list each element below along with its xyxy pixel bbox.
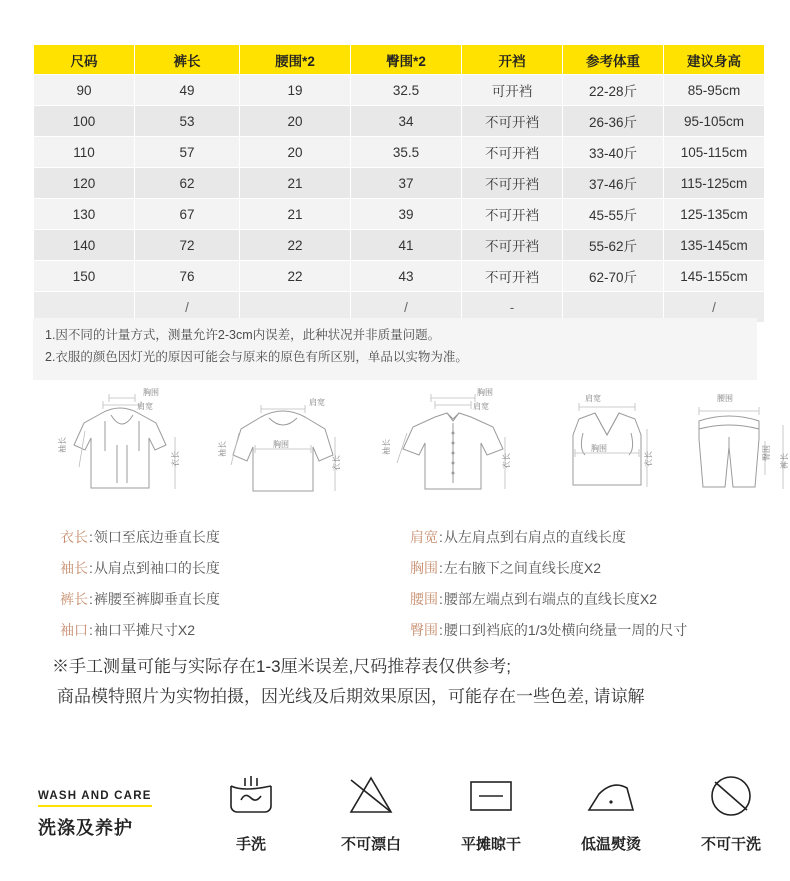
definition-item — [410, 615, 760, 646]
definition-term: 袖长 — [60, 560, 88, 576]
definition-desc: 袖口平摊尺寸X2 — [93, 622, 196, 638]
size-table-body — [34, 75, 765, 323]
label-waist: 腰围 — [717, 394, 733, 403]
definition-separator: : — [439, 529, 443, 545]
table-row — [34, 261, 765, 292]
cell-crotch: 不可开裆 — [462, 106, 563, 137]
cell-height: 145-155cm — [664, 261, 765, 292]
column-header-pant-length: 裤长 — [135, 45, 240, 75]
table-row — [34, 230, 765, 261]
label-pant-length: 裤长 — [780, 453, 789, 469]
cell-weight: 22-28斤 — [563, 75, 664, 106]
cell-weight: 45-55斤 — [563, 199, 664, 230]
cell-hip: 41 — [351, 230, 462, 261]
care-title-en: WASH AND CARE — [38, 790, 152, 807]
definition-row — [60, 553, 760, 584]
label-length: 衣长 — [332, 455, 341, 471]
definition-item — [60, 584, 410, 615]
definition-item — [60, 615, 410, 646]
column-header-size: 尺码 — [34, 45, 135, 75]
cell-waist: 21 — [240, 168, 351, 199]
label-shoulder: 肩宽 — [473, 402, 489, 411]
column-header-crotch: 开裆 — [462, 45, 563, 75]
care-item-label: 不可干洗 — [700, 836, 761, 853]
column-header-waist: 腰围*2 — [240, 45, 351, 75]
disclaimer-line-1: ※手工测量可能与实际存在1-3厘米误差,尺码推荐表仅供参考; — [52, 657, 512, 676]
cell-size: 100 — [34, 106, 135, 137]
cell-crotch: 不可开裆 — [462, 230, 563, 261]
cell-weight: 37-46斤 — [563, 168, 664, 199]
definition-separator: : — [89, 529, 93, 545]
label-chest: 胸围 — [591, 444, 607, 453]
label-chest: 胸围 — [477, 388, 493, 397]
cell-pant-length: 72 — [135, 230, 240, 261]
disclaimer-block — [52, 652, 772, 712]
label-length: 衣长 — [502, 453, 511, 469]
definition-desc: 左右腋下之间直线长度X2 — [443, 560, 602, 576]
label-sleeve: 袖长 — [382, 439, 391, 455]
definition-desc: 腰部左端点到右端点的直线长度X2 — [443, 591, 658, 607]
label-shoulder: 肩宽 — [137, 402, 153, 411]
definition-term: 腰围 — [410, 591, 438, 607]
cell-waist: 20 — [240, 106, 351, 137]
cell-weight: 55-62斤 — [563, 230, 664, 261]
definition-separator: : — [439, 591, 443, 607]
definition-separator: : — [89, 560, 93, 576]
cell-hip: 43 — [351, 261, 462, 292]
cell-height: 135-145cm — [664, 230, 765, 261]
care-item-label: 平摊晾干 — [460, 836, 521, 853]
label-chest: 胸围 — [143, 388, 159, 397]
note-line-2: 2.衣服的颜色因灯光的原因可能会与原来的原色有所区别，单品以实物为准。 — [45, 350, 468, 364]
care-title-cn: 洗涤及养护 — [38, 818, 133, 838]
definition-desc: 领口至底边垂直长度 — [93, 529, 220, 545]
label-length: 衣长 — [171, 451, 180, 467]
definition-desc: 腰口到裆底的1/3处横向绕量一周的尺寸 — [443, 622, 688, 638]
cell-height: 105-115cm — [664, 137, 765, 168]
definition-term: 胸围 — [410, 560, 438, 576]
cell-crotch: 不可开裆 — [462, 261, 563, 292]
definition-term: 臀围 — [410, 622, 438, 638]
definition-separator: : — [439, 560, 443, 576]
pants-diagram-icon — [673, 385, 790, 510]
cell-weight: 26-36斤 — [563, 106, 664, 137]
table-row — [34, 199, 765, 230]
definition-term: 衣长 — [60, 529, 88, 545]
cell-height: / — [664, 292, 765, 323]
column-header-height: 建议身高 — [664, 45, 765, 75]
care-title — [38, 786, 168, 840]
garment-diagrams — [33, 385, 789, 510]
definition-row — [60, 522, 760, 553]
definition-desc: 从左肩点到右肩点的直线长度 — [443, 529, 626, 545]
cell-size: 140 — [34, 230, 135, 261]
care-item-hand-wash — [196, 770, 306, 854]
definition-item — [60, 522, 410, 553]
cell-pant-length: 57 — [135, 137, 240, 168]
label-shoulder: 肩宽 — [585, 394, 601, 403]
size-table-container — [33, 44, 757, 323]
column-header-hip: 臀围*2 — [351, 45, 462, 75]
cell-pant-length: 49 — [135, 75, 240, 106]
low-iron-icon — [583, 770, 639, 822]
hand-wash-icon — [223, 770, 279, 822]
size-table-header — [34, 45, 765, 75]
cell-hip: 39 — [351, 199, 462, 230]
cell-weight: 33-40斤 — [563, 137, 664, 168]
cell-hip: / — [351, 292, 462, 323]
cell-crotch: - — [462, 292, 563, 323]
cell-hip: 35.5 — [351, 137, 462, 168]
care-item-no-dry-clean — [676, 770, 786, 854]
disclaimer-line-2: 商品模特照片为实物拍摄，因光线及后期效果原因，可能存在一些色差, 请谅解 — [57, 687, 645, 706]
cell-waist: 22 — [240, 230, 351, 261]
no-bleach-icon — [343, 770, 399, 822]
cell-height: 115-125cm — [664, 168, 765, 199]
hoodie-diagram-icon — [47, 385, 197, 510]
definition-term: 裤长 — [60, 591, 88, 607]
cell-pant-length: 62 — [135, 168, 240, 199]
cell-crotch: 可开裆 — [462, 75, 563, 106]
care-item-label: 手洗 — [235, 836, 266, 853]
sweater-diagram-icon — [203, 385, 363, 510]
cell-crotch: 不可开裆 — [462, 199, 563, 230]
definition-term: 肩宽 — [410, 529, 438, 545]
note-line-1: 1.因不同的计量方式，测量允许2-3cm内误差，此种状况并非质量问题。 — [45, 328, 441, 342]
definition-term: 袖口 — [60, 622, 88, 638]
definition-item — [60, 553, 410, 584]
cell-pant-length: 76 — [135, 261, 240, 292]
cell-waist: 20 — [240, 137, 351, 168]
wash-and-care-section — [38, 770, 761, 860]
care-item-label: 不可漂白 — [340, 836, 401, 853]
definition-item — [410, 584, 760, 615]
care-item-label: 低温熨烫 — [580, 836, 641, 853]
definition-desc: 从肩点到袖口的长度 — [93, 560, 220, 576]
label-chest: 胸围 — [273, 440, 289, 449]
cell-hip: 37 — [351, 168, 462, 199]
cell-weight: 62-70斤 — [563, 261, 664, 292]
size-table — [33, 44, 765, 323]
cell-height: 85-95cm — [664, 75, 765, 106]
definition-desc: 裤腰至裤脚垂直长度 — [93, 591, 220, 607]
measurement-notes — [33, 318, 757, 380]
label-sleeve: 袖长 — [58, 437, 67, 453]
cell-pant-length: 53 — [135, 106, 240, 137]
cell-crotch: 不可开裆 — [462, 168, 563, 199]
table-header-row — [34, 45, 765, 75]
shirt-diagram-icon — [373, 385, 533, 510]
definition-separator: : — [439, 622, 443, 638]
definition-separator: : — [89, 591, 93, 607]
cell-waist: 21 — [240, 199, 351, 230]
cell-size: 110 — [34, 137, 135, 168]
cell-pant-length: / — [135, 292, 240, 323]
definition-row — [60, 584, 760, 615]
cell-hip: 34 — [351, 106, 462, 137]
label-hip: 臀围 — [762, 445, 771, 461]
table-row — [34, 168, 765, 199]
cell-crotch: 不可开裆 — [462, 137, 563, 168]
cell-hip: 32.5 — [351, 75, 462, 106]
measurement-definitions — [60, 522, 760, 646]
definition-row — [60, 615, 760, 646]
table-row — [34, 75, 765, 106]
label-shoulder: 肩宽 — [309, 398, 325, 407]
cell-height: 95-105cm — [664, 106, 765, 137]
cell-size: 120 — [34, 168, 135, 199]
cell-waist: 19 — [240, 75, 351, 106]
definition-separator: : — [89, 622, 93, 638]
cell-pant-length: 67 — [135, 199, 240, 230]
definition-item — [410, 522, 760, 553]
vest-diagram-icon — [533, 385, 673, 510]
care-item-flat-dry — [436, 770, 546, 854]
definition-item — [410, 553, 760, 584]
table-row — [34, 106, 765, 137]
column-header-weight: 参考体重 — [563, 45, 664, 75]
cell-height: 125-135cm — [664, 199, 765, 230]
cell-waist: 22 — [240, 261, 351, 292]
label-sleeve: 袖长 — [218, 441, 227, 457]
cell-size: 150 — [34, 261, 135, 292]
no-dry-clean-icon — [703, 770, 759, 822]
cell-size: 130 — [34, 199, 135, 230]
care-item-no-bleach — [316, 770, 426, 854]
flat-dry-icon — [463, 770, 519, 822]
table-row — [34, 137, 765, 168]
care-item-low-iron — [556, 770, 666, 854]
label-length: 衣长 — [644, 451, 653, 467]
cell-size: 90 — [34, 75, 135, 106]
